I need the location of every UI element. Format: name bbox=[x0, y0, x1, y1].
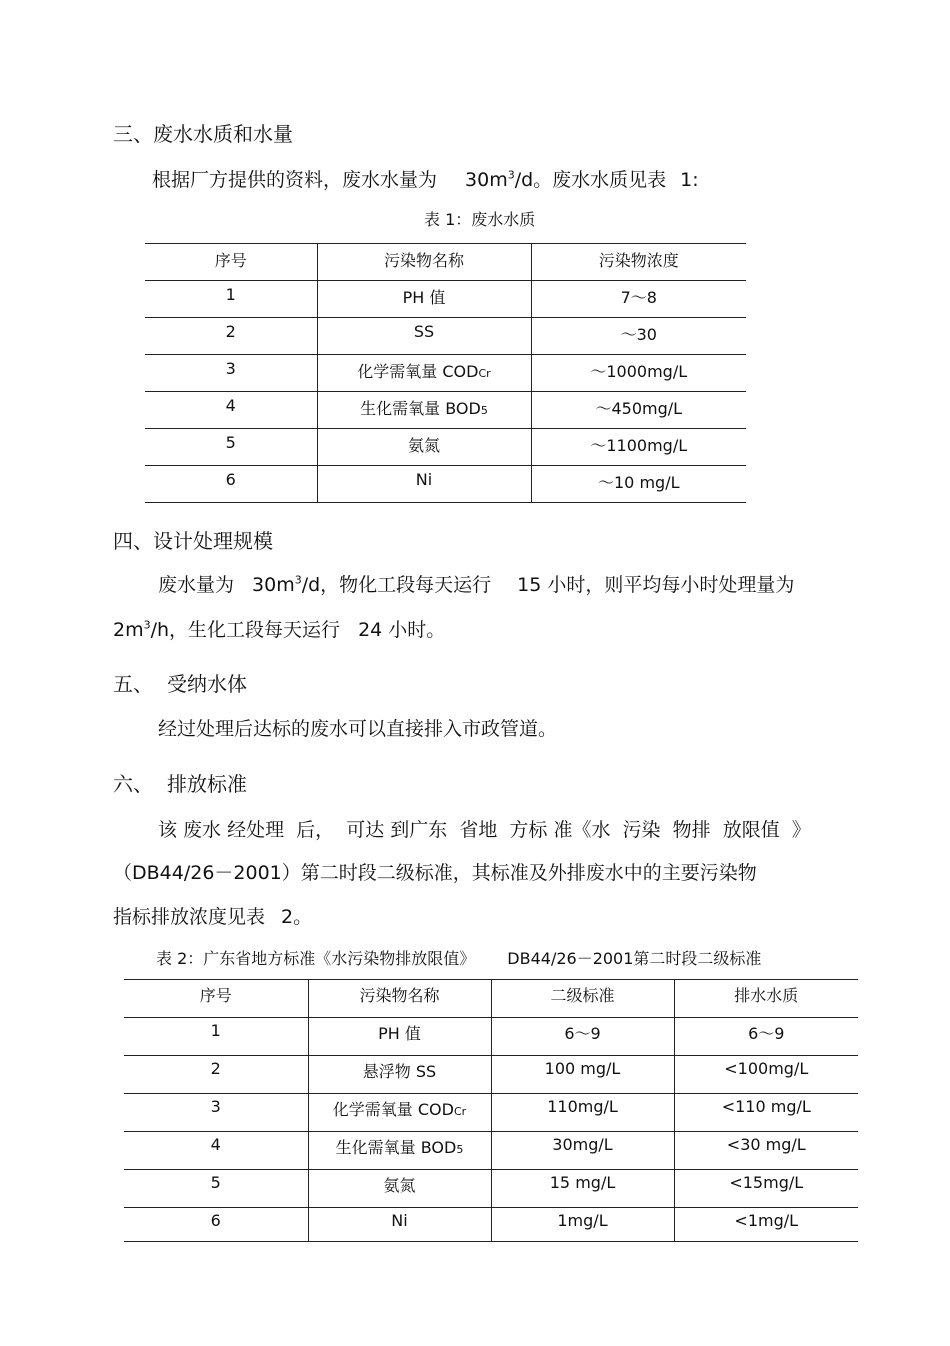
concentration-cell-text: ～10 mg/L bbox=[598, 473, 680, 492]
table-2 bbox=[124, 979, 858, 1242]
table-row bbox=[124, 1132, 858, 1170]
concentration-cell bbox=[531, 392, 746, 429]
pollutant-name-cell-text: PH 值 bbox=[378, 1024, 421, 1043]
table-2-caption bbox=[156, 946, 761, 969]
table-row bbox=[145, 429, 746, 466]
table-1 bbox=[145, 243, 746, 503]
pollutant-name-cell bbox=[308, 1132, 491, 1170]
concentration-cell-text: ～1000mg/L bbox=[590, 362, 688, 381]
pollutant-name-cell bbox=[308, 1170, 491, 1208]
line-volume: 30m bbox=[252, 574, 295, 596]
section-4-line-2 bbox=[113, 615, 445, 642]
pollutant-name-cell-subscript: 5 bbox=[480, 404, 488, 417]
pollutant-name-cell-text: SS bbox=[413, 322, 435, 341]
row-number-cell-text: 6 bbox=[210, 1211, 221, 1230]
row-number-cell bbox=[124, 1208, 308, 1242]
section-6-line-3 bbox=[113, 902, 312, 929]
pollutant-name-cell-text: 生化需氧量 BOD bbox=[360, 399, 481, 418]
discharge-quality-cell-text: <110 mg/L bbox=[721, 1097, 811, 1116]
discharge-quality-cell bbox=[674, 1094, 858, 1132]
line-text-2: /d，物化工段每天运行 bbox=[301, 574, 492, 596]
discharge-quality-cell-text: 6～9 bbox=[748, 1024, 785, 1043]
caption-text: 表 2：广东省地方标准《水污染物排放限值》 bbox=[156, 949, 476, 968]
pollutant-name-cell bbox=[308, 1056, 491, 1094]
para-sup: 3 bbox=[507, 168, 515, 182]
para-volume: 30m bbox=[465, 169, 508, 191]
pollutant-name-cell-text: 化学需氧量 COD bbox=[357, 362, 479, 381]
row-number-cell bbox=[145, 392, 317, 429]
header-cell bbox=[145, 244, 317, 281]
header-cell-text: 排水水质 bbox=[734, 986, 799, 1005]
para-text-2: /d。废水水质见表 bbox=[514, 169, 667, 191]
discharge-quality-cell bbox=[674, 1056, 858, 1094]
row-number-cell-text: 3 bbox=[210, 1097, 221, 1116]
row-number-cell-text: 4 bbox=[210, 1135, 221, 1154]
pollutant-name-cell-text: PH 值 bbox=[402, 288, 446, 307]
concentration-cell-text: 7～8 bbox=[620, 288, 657, 307]
section-3-paragraph bbox=[152, 165, 699, 192]
pollutant-name-cell-subscript: Cr bbox=[478, 367, 491, 380]
line-sup-2: 3 bbox=[143, 618, 151, 632]
pollutant-name-cell-text: 化学需氧量 COD bbox=[332, 1100, 454, 1119]
section-6-line-1: 该 废水 经处理 后， 可达 到广东 省地 方标 准《水 污染 物排 放限值 》 bbox=[158, 819, 811, 841]
pollutant-name-cell bbox=[308, 1018, 491, 1056]
standard-cell-text: 30mg/L bbox=[552, 1135, 613, 1154]
section-4-line-1 bbox=[158, 570, 794, 597]
header-cell bbox=[674, 980, 858, 1018]
heading-number: 六、 bbox=[113, 772, 153, 796]
row-number-cell bbox=[145, 281, 317, 318]
discharge-quality-cell-text: <1mg/L bbox=[734, 1211, 799, 1230]
standard-cell bbox=[491, 1056, 674, 1094]
header-cell-text: 污染物名称 bbox=[383, 251, 464, 270]
row-number-cell bbox=[124, 1094, 308, 1132]
discharge-quality-cell-text: <100mg/L bbox=[724, 1059, 809, 1078]
table-1-caption: 表 1：废水水质 bbox=[424, 210, 536, 229]
header-cell bbox=[124, 980, 308, 1018]
row-number-cell bbox=[124, 1056, 308, 1094]
standard-cell-text: 6～9 bbox=[564, 1024, 601, 1043]
pollutant-name-cell-text: 悬浮物 SS bbox=[362, 1062, 437, 1081]
row-number-cell-text: 6 bbox=[225, 470, 236, 489]
header-cell bbox=[317, 244, 531, 281]
row-number-cell bbox=[145, 355, 317, 392]
pollutant-name-cell bbox=[317, 392, 531, 429]
pollutant-name-cell bbox=[308, 1094, 491, 1132]
pollutant-name-cell bbox=[317, 318, 531, 355]
line-table-ref: 2。 bbox=[281, 906, 313, 928]
header-cell-text: 二级标准 bbox=[550, 986, 615, 1005]
discharge-quality-cell bbox=[674, 1208, 858, 1242]
standard-cell bbox=[491, 1094, 674, 1132]
pollutant-name-cell bbox=[317, 429, 531, 466]
standard-cell bbox=[491, 1208, 674, 1242]
table-row bbox=[124, 1056, 858, 1094]
section-6-line-2: （DB44/26－2001）第二时段二级标准，其标准及外排废水中的主要污染物 bbox=[113, 862, 757, 884]
discharge-quality-cell-text: <15mg/L bbox=[729, 1173, 804, 1192]
header-cell-text: 污染物浓度 bbox=[598, 251, 679, 270]
pollutant-name-cell bbox=[317, 281, 531, 318]
row-number-cell bbox=[145, 429, 317, 466]
discharge-quality-cell bbox=[674, 1170, 858, 1208]
concentration-cell bbox=[531, 281, 746, 318]
table-header-row bbox=[124, 980, 858, 1018]
row-number-cell bbox=[145, 318, 317, 355]
section-3-heading: 三、废水水质和水量 bbox=[113, 122, 293, 146]
pollutant-name-cell-text: Ni bbox=[391, 1211, 408, 1230]
standard-cell-text: 100 mg/L bbox=[544, 1059, 621, 1078]
row-number-cell-text: 1 bbox=[225, 285, 236, 304]
row-number-cell bbox=[124, 1018, 308, 1056]
discharge-quality-cell bbox=[674, 1018, 858, 1056]
header-cell-text: 序号 bbox=[214, 251, 247, 270]
line-text: 指标排放浓度见表 bbox=[113, 906, 266, 928]
heading-text: 受纳水体 bbox=[167, 672, 247, 696]
section-6-heading bbox=[113, 768, 247, 797]
concentration-cell bbox=[531, 429, 746, 466]
concentration-cell bbox=[531, 355, 746, 392]
standard-cell bbox=[491, 1132, 674, 1170]
discharge-quality-cell-text: <30 mg/L bbox=[726, 1135, 806, 1154]
row-number-cell-text: 2 bbox=[225, 322, 236, 341]
table-row bbox=[145, 466, 746, 503]
pollutant-name-cell-subscript: 5 bbox=[456, 1143, 464, 1156]
standard-cell bbox=[491, 1018, 674, 1056]
table-row bbox=[124, 1170, 858, 1208]
table-row bbox=[145, 355, 746, 392]
section-5-paragraph: 经过处理后达标的废水可以直接排入市政管道。 bbox=[158, 718, 558, 740]
standard-cell bbox=[491, 1170, 674, 1208]
table-row bbox=[124, 1094, 858, 1132]
heading-number: 五、 bbox=[113, 672, 153, 696]
pollutant-name-cell-text: 氨氮 bbox=[407, 436, 440, 455]
row-number-cell-text: 5 bbox=[225, 433, 236, 452]
table-row bbox=[145, 281, 746, 318]
line-text-3: 15 小时，则平均每小时处理量为 bbox=[517, 574, 795, 596]
header-cell-text: 序号 bbox=[199, 986, 232, 1005]
caption-standard: DB44/26－2001第二时段二级标准 bbox=[507, 949, 762, 968]
header-cell bbox=[491, 980, 674, 1018]
row-number-cell-text: 1 bbox=[210, 1021, 221, 1040]
para-table-ref: 1: bbox=[680, 169, 699, 191]
header-cell bbox=[308, 980, 491, 1018]
para-text: 根据厂方提供的资料，废水水量为 bbox=[152, 169, 438, 191]
line-rate: 2m bbox=[113, 619, 144, 641]
standard-cell-text: 15 mg/L bbox=[549, 1173, 616, 1192]
pollutant-name-cell-text: 氨氮 bbox=[383, 1176, 416, 1195]
row-number-cell-text: 3 bbox=[225, 359, 236, 378]
concentration-cell-text: ～30 bbox=[620, 325, 657, 344]
standard-cell-text: 110mg/L bbox=[547, 1097, 618, 1116]
header-cell bbox=[531, 244, 746, 281]
row-number-cell bbox=[124, 1170, 308, 1208]
concentration-cell-text: ～450mg/L bbox=[595, 399, 683, 418]
line-sup: 3 bbox=[294, 573, 302, 587]
table-row bbox=[124, 1208, 858, 1242]
pollutant-name-cell-text: 生化需氧量 BOD bbox=[335, 1138, 457, 1157]
pollutant-name-cell-text: Ni bbox=[415, 470, 433, 489]
concentration-cell bbox=[531, 318, 746, 355]
row-number-cell-text: 4 bbox=[225, 396, 236, 415]
row-number-cell bbox=[145, 466, 317, 503]
table-row bbox=[124, 1018, 858, 1056]
discharge-quality-cell bbox=[674, 1132, 858, 1170]
row-number-cell-text: 5 bbox=[210, 1173, 221, 1192]
concentration-cell-text: ～1100mg/L bbox=[590, 436, 688, 455]
row-number-cell bbox=[124, 1132, 308, 1170]
standard-cell-text: 1mg/L bbox=[557, 1211, 608, 1230]
row-number-cell-text: 2 bbox=[210, 1059, 221, 1078]
heading-text: 排放标准 bbox=[167, 772, 247, 796]
concentration-cell bbox=[531, 466, 746, 503]
section-5-heading bbox=[113, 668, 247, 697]
pollutant-name-cell-subscript: Cr bbox=[453, 1105, 467, 1118]
table-row bbox=[145, 318, 746, 355]
line-text: 废水量为 bbox=[158, 574, 235, 596]
table-row bbox=[145, 392, 746, 429]
pollutant-name-cell bbox=[308, 1208, 491, 1242]
line-text-4: /h，生化工段每天运行 bbox=[150, 619, 341, 641]
line-text-5: 24 小时。 bbox=[358, 619, 446, 641]
section-4-heading: 四、设计处理规模 bbox=[113, 529, 273, 553]
pollutant-name-cell bbox=[317, 466, 531, 503]
table-header-row bbox=[145, 244, 746, 281]
header-cell-text: 污染物名称 bbox=[359, 986, 440, 1005]
pollutant-name-cell bbox=[317, 355, 531, 392]
